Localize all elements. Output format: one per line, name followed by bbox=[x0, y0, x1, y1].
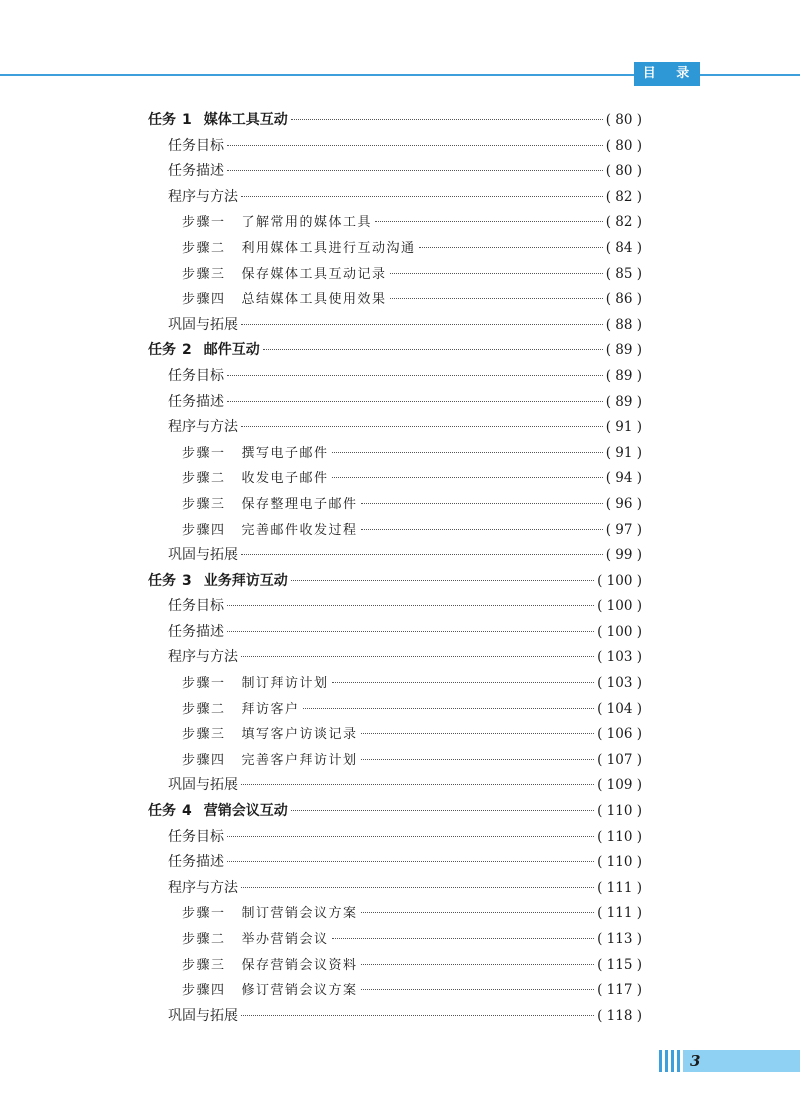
toc-leader-dots bbox=[227, 605, 594, 606]
toc-leader-dots bbox=[241, 554, 603, 555]
toc-step-prefix: 步骤四 bbox=[182, 292, 226, 308]
toc-leader-dots bbox=[361, 759, 595, 760]
toc-section-entry[interactable] bbox=[148, 159, 642, 185]
toc-entry-label: 程序与方法 bbox=[168, 649, 238, 666]
toc-task-number: 3 bbox=[182, 572, 192, 589]
toc-step-prefix: 步骤四 bbox=[182, 983, 226, 999]
toc-entry-label: 任务目标 bbox=[168, 828, 224, 845]
toc-leader-dots bbox=[332, 938, 595, 939]
toc-page-number: ( 82 ) bbox=[605, 214, 642, 231]
toc-task-number: 4 bbox=[182, 803, 192, 820]
toc-leader-dots bbox=[291, 580, 594, 581]
toc-page-number: ( 80 ) bbox=[605, 112, 642, 128]
toc-task-prefix: 任务 bbox=[148, 572, 176, 589]
toc-section-entry[interactable] bbox=[148, 543, 642, 569]
toc-entry-label: 巩固与拓展 bbox=[168, 1007, 238, 1024]
toc-page-number: ( 89 ) bbox=[605, 367, 642, 384]
toc-page-number: ( 97 ) bbox=[605, 521, 642, 538]
footer-decoration-bars bbox=[659, 1050, 683, 1072]
toc-leader-dots bbox=[227, 631, 594, 632]
toc-page-number: ( 110 ) bbox=[597, 854, 642, 871]
toc-page-number: ( 88 ) bbox=[605, 316, 642, 333]
toc-task-prefix: 任务 bbox=[148, 342, 176, 359]
toc-step-prefix: 步骤一 bbox=[182, 215, 226, 231]
toc-page-number: ( 82 ) bbox=[605, 188, 642, 205]
toc-page-number: ( 103 ) bbox=[597, 649, 642, 666]
toc-page-number: ( 110 ) bbox=[597, 803, 642, 820]
toc-leader-dots bbox=[241, 1015, 594, 1016]
toc-entry-label: 保存整理电子邮件 bbox=[241, 496, 358, 512]
toc-leader-dots bbox=[241, 784, 594, 785]
toc-leader-dots bbox=[227, 861, 594, 862]
toc-leader-dots bbox=[227, 401, 603, 402]
toc-page-number: ( 86 ) bbox=[605, 291, 642, 308]
toc-entry-label: 保存营销会议资料 bbox=[241, 957, 358, 973]
toc-page-number: ( 96 ) bbox=[605, 495, 642, 512]
toc-section-entry[interactable] bbox=[148, 390, 642, 416]
toc-entry-label: 任务目标 bbox=[168, 598, 224, 615]
toc-step-prefix: 步骤一 bbox=[182, 445, 226, 461]
toc-step-prefix: 步骤四 bbox=[182, 522, 226, 538]
toc-leader-dots bbox=[291, 119, 603, 120]
toc-task-number: 2 bbox=[182, 342, 192, 359]
toc-page-number: ( 85 ) bbox=[605, 265, 642, 282]
toc-page-number: ( 80 ) bbox=[605, 137, 642, 154]
toc-entry-label: 总结媒体工具使用效果 bbox=[241, 292, 387, 308]
toc-page-number: ( 113 ) bbox=[597, 931, 642, 947]
toc-step-entry[interactable] bbox=[148, 441, 642, 467]
toc-entry-label: 营销会议互动 bbox=[203, 803, 288, 820]
toc-entry-label: 修订营销会议方案 bbox=[241, 983, 358, 999]
toc-page-number: ( 80 ) bbox=[605, 163, 642, 180]
footer-bar bbox=[671, 1050, 674, 1072]
toc-entry-label: 了解常用的媒体工具 bbox=[241, 215, 373, 231]
toc-entry-label: 制订营销会议方案 bbox=[241, 906, 358, 922]
toc-entry-label: 撰写电子邮件 bbox=[241, 445, 329, 461]
toc-step-entry[interactable] bbox=[148, 287, 642, 313]
toc-leader-dots bbox=[361, 503, 603, 504]
toc-entry-label: 程序与方法 bbox=[168, 879, 238, 896]
toc-step-prefix: 步骤二 bbox=[182, 240, 226, 256]
toc-page-number: ( 84 ) bbox=[605, 239, 642, 256]
toc-step-entry[interactable] bbox=[148, 722, 642, 748]
toc-entry-label: 任务目标 bbox=[168, 367, 224, 384]
toc-entry-label: 任务描述 bbox=[168, 393, 224, 410]
toc-leader-dots bbox=[332, 682, 595, 683]
toc-page-number: ( 91 ) bbox=[605, 444, 642, 461]
toc-step-prefix: 步骤一 bbox=[182, 906, 226, 922]
toc-step-entry[interactable] bbox=[148, 748, 642, 774]
toc-section-entry[interactable] bbox=[148, 645, 642, 671]
toc-step-entry[interactable] bbox=[148, 518, 642, 544]
toc-leader-dots bbox=[241, 656, 594, 657]
toc-section-entry[interactable] bbox=[148, 620, 642, 646]
toc-step-entry[interactable] bbox=[148, 953, 642, 979]
toc-leader-dots bbox=[419, 247, 603, 248]
page-number: 3 bbox=[690, 1052, 701, 1070]
toc-task-prefix: 任务 bbox=[148, 803, 176, 820]
toc-step-entry[interactable] bbox=[148, 236, 642, 262]
toc-entry-label: 收发电子邮件 bbox=[241, 471, 329, 487]
toc-entry-label: 任务目标 bbox=[168, 137, 224, 154]
toc-step-prefix: 步骤三 bbox=[182, 727, 226, 743]
toc-leader-dots bbox=[303, 708, 595, 709]
toc-step-prefix: 步骤四 bbox=[182, 752, 226, 768]
toc-page-number: ( 100 ) bbox=[597, 598, 642, 615]
toc-section-entry[interactable] bbox=[148, 594, 642, 620]
toc-step-entry[interactable] bbox=[148, 262, 642, 288]
toc-leader-dots bbox=[332, 477, 603, 478]
toc-page-number: ( 89 ) bbox=[605, 393, 642, 410]
toc-task-entry[interactable] bbox=[148, 338, 642, 364]
toc-task-entry[interactable] bbox=[148, 108, 642, 134]
toc-entry-label: 拜访客户 bbox=[241, 701, 300, 717]
toc-step-prefix: 步骤三 bbox=[182, 496, 226, 512]
toc-leader-dots bbox=[241, 196, 603, 197]
toc-page-number: ( 99 ) bbox=[605, 547, 642, 564]
toc-step-prefix: 步骤三 bbox=[182, 266, 226, 282]
toc-section-entry[interactable] bbox=[148, 313, 642, 339]
toc-page-number: ( 118 ) bbox=[597, 1007, 642, 1024]
toc-entry-label: 任务描述 bbox=[168, 623, 224, 640]
toc-leader-dots bbox=[390, 298, 603, 299]
toc-leader-dots bbox=[332, 452, 603, 453]
toc-task-entry[interactable] bbox=[148, 799, 642, 825]
toc-step-entry[interactable] bbox=[148, 492, 642, 518]
toc-page-number: ( 117 ) bbox=[597, 982, 642, 999]
toc-leader-dots bbox=[361, 989, 595, 990]
toc-task-prefix: 任务 bbox=[148, 112, 176, 128]
toc-page-number: ( 104 ) bbox=[597, 700, 642, 717]
toc-section-entry[interactable] bbox=[148, 825, 642, 851]
toc-entry-label: 利用媒体工具进行互动沟通 bbox=[241, 240, 416, 256]
toc-page-number: ( 107 ) bbox=[597, 751, 642, 768]
toc-step-prefix: 步骤二 bbox=[182, 701, 226, 717]
table-of-contents bbox=[148, 108, 642, 1029]
footer-bar bbox=[665, 1050, 668, 1072]
toc-leader-dots bbox=[227, 375, 603, 376]
toc-step-entry[interactable] bbox=[148, 210, 642, 236]
toc-leader-dots bbox=[241, 887, 594, 888]
toc-entry-label: 任务描述 bbox=[168, 163, 224, 180]
toc-task-entry[interactable] bbox=[148, 569, 642, 595]
toc-entry-label: 程序与方法 bbox=[168, 419, 238, 436]
toc-step-prefix: 步骤一 bbox=[182, 676, 226, 692]
toc-entry-label: 巩固与拓展 bbox=[168, 316, 238, 333]
toc-entry-label: 制订拜访计划 bbox=[241, 676, 329, 692]
toc-leader-dots bbox=[390, 273, 603, 274]
toc-leader-dots bbox=[241, 426, 603, 427]
toc-entry-label: 保存媒体工具互动记录 bbox=[241, 266, 387, 282]
toc-entry-label: 媒体工具互动 bbox=[203, 112, 288, 128]
toc-step-entry[interactable] bbox=[148, 671, 642, 697]
toc-step-entry[interactable] bbox=[148, 901, 642, 927]
toc-section-entry[interactable] bbox=[148, 850, 642, 876]
toc-entry-label: 业务拜访互动 bbox=[203, 572, 288, 589]
toc-step-entry[interactable] bbox=[148, 466, 642, 492]
toc-entry-label: 程序与方法 bbox=[168, 188, 238, 205]
toc-leader-dots bbox=[227, 145, 603, 146]
footer-bar bbox=[659, 1050, 662, 1072]
toc-section-entry[interactable] bbox=[148, 773, 642, 799]
toc-page-number: ( 94 ) bbox=[605, 470, 642, 487]
toc-entry-label: 举办营销会议 bbox=[241, 932, 329, 947]
toc-entry-label: 完善邮件收发过程 bbox=[241, 522, 358, 538]
toc-leader-dots bbox=[361, 912, 595, 913]
toc-entry-label: 巩固与拓展 bbox=[168, 777, 238, 794]
toc-leader-dots bbox=[263, 349, 603, 350]
footer-band bbox=[683, 1050, 800, 1072]
toc-section-entry[interactable] bbox=[148, 185, 642, 211]
toc-section-entry[interactable] bbox=[148, 1004, 642, 1030]
toc-section-entry[interactable] bbox=[148, 415, 642, 441]
toc-step-entry[interactable] bbox=[148, 697, 642, 723]
toc-page-number: ( 106 ) bbox=[597, 726, 642, 743]
toc-page-number: ( 89 ) bbox=[605, 342, 642, 359]
toc-leader-dots bbox=[227, 170, 603, 171]
toc-page-number: ( 111 ) bbox=[597, 879, 642, 896]
toc-entry-label: 邮件互动 bbox=[203, 342, 260, 359]
toc-step-prefix: 步骤二 bbox=[182, 471, 226, 487]
toc-leader-dots bbox=[361, 529, 603, 530]
toc-task-number: 1 bbox=[182, 112, 192, 128]
toc-page-number: ( 111 ) bbox=[597, 905, 642, 922]
toc-step-entry[interactable] bbox=[148, 927, 642, 953]
section-title-tab: 目 录 bbox=[634, 62, 700, 86]
toc-page-number: ( 115 ) bbox=[597, 956, 642, 973]
toc-entry-label: 完善客户拜访计划 bbox=[241, 752, 358, 768]
toc-entry-label: 任务描述 bbox=[168, 854, 224, 871]
toc-page-number: ( 109 ) bbox=[597, 777, 642, 794]
toc-leader-dots bbox=[361, 733, 595, 734]
toc-leader-dots bbox=[241, 324, 603, 325]
toc-leader-dots bbox=[291, 810, 594, 811]
toc-section-entry[interactable] bbox=[148, 134, 642, 160]
toc-leader-dots bbox=[375, 221, 603, 222]
toc-entry-label: 填写客户访谈记录 bbox=[241, 727, 358, 743]
toc-leader-dots bbox=[361, 964, 595, 965]
toc-leader-dots bbox=[227, 836, 594, 837]
toc-page-number: ( 110 ) bbox=[597, 828, 642, 845]
toc-entry-label: 巩固与拓展 bbox=[168, 547, 238, 564]
toc-step-prefix: 步骤二 bbox=[182, 932, 226, 947]
toc-section-entry[interactable] bbox=[148, 364, 642, 390]
toc-page-number: ( 100 ) bbox=[597, 572, 642, 589]
footer-bar bbox=[677, 1050, 680, 1072]
toc-page-number: ( 103 ) bbox=[597, 675, 642, 692]
toc-step-prefix: 步骤三 bbox=[182, 957, 226, 973]
toc-page-number: ( 91 ) bbox=[605, 419, 642, 436]
toc-section-entry[interactable] bbox=[148, 876, 642, 902]
toc-page-number: ( 100 ) bbox=[597, 623, 642, 640]
toc-step-entry[interactable] bbox=[148, 978, 642, 1004]
